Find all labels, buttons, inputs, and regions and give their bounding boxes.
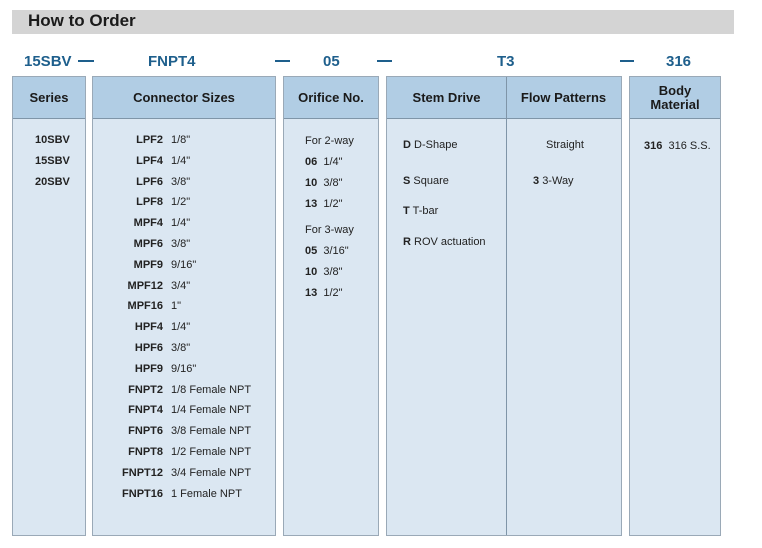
order-code-dash	[275, 60, 290, 62]
orifice-item: 13 1/2"	[305, 287, 343, 299]
order-code-orifice: 05	[323, 53, 340, 70]
stem-flow-column	[386, 76, 622, 536]
flow-pattern-straight: Straight	[546, 139, 584, 151]
connector-code: MPF4	[133, 217, 163, 230]
connector-desc: 1 Female NPT	[171, 487, 242, 500]
connector-size-item	[105, 279, 190, 293]
connector-desc: 1"	[171, 300, 182, 313]
connector-code: MPF9	[133, 258, 163, 271]
stem-drive-item: T T-bar	[403, 205, 439, 217]
connector-code: FNPT6	[128, 425, 163, 438]
connector-desc: 3/4"	[171, 279, 191, 292]
connector-desc: 3/8"	[171, 342, 191, 354]
connector-size-item	[105, 341, 190, 355]
connector-desc: 1/4 Female NPT	[171, 404, 252, 417]
connector-desc: 1/4"	[171, 154, 191, 167]
connector-code: HPF6	[134, 342, 163, 354]
connector-sizes-header: Connector Sizes	[93, 77, 275, 119]
connector-code: FNPT2	[128, 383, 163, 396]
connector-code: LPF6	[136, 175, 163, 188]
order-code-series: 15SBV	[24, 53, 72, 70]
connector-code: LPF8	[136, 196, 163, 209]
connector-code: FNPT16	[122, 487, 163, 500]
body-material-item: 316 316 S.S.	[644, 140, 711, 152]
connector-desc: 1/4"	[171, 321, 191, 334]
stem-drive-item: D D-Shape	[403, 139, 458, 151]
connector-size-item	[105, 383, 251, 397]
connector-size-item	[105, 195, 190, 209]
stem-drive-header: Stem Drive	[387, 77, 506, 119]
connector-desc: 1/2"	[171, 196, 191, 209]
connector-code: LPF2	[136, 134, 163, 146]
orifice-group-2way: For 2-way	[305, 135, 354, 147]
connector-desc: 3/4 Female NPT	[171, 466, 252, 479]
series-item: 20SBV	[35, 176, 70, 188]
connector-code: HPF4	[134, 321, 163, 334]
stem-drive-item: S Square	[403, 175, 449, 187]
connector-desc: 1/8"	[171, 134, 191, 146]
orifice-item: 10 3/8"	[305, 177, 343, 189]
series-item: 15SBV	[35, 155, 70, 167]
orifice-item: 06 1/4"	[305, 156, 343, 168]
order-code-connector: FNPT4	[148, 53, 196, 70]
flow-patterns-header: Flow Patterns	[506, 77, 621, 119]
connector-size-item	[105, 320, 190, 334]
connector-code: MPF16	[127, 300, 163, 313]
connector-desc: 9/16"	[171, 362, 197, 375]
orifice-item: 13 1/2"	[305, 198, 343, 210]
connector-desc: 1/4"	[171, 217, 191, 230]
connector-size-item	[105, 466, 251, 480]
connector-desc: 9/16"	[171, 258, 197, 271]
connector-size-item	[105, 362, 196, 376]
connector-size-item	[105, 133, 190, 147]
connector-size-item	[105, 175, 190, 189]
connector-size-item	[105, 154, 190, 168]
body-material-header: Body Material	[630, 77, 720, 119]
connector-desc: 3/8"	[171, 175, 191, 188]
order-code-dash	[377, 60, 392, 62]
connector-code: MPF12	[127, 279, 163, 292]
orifice-header: Orifice No.	[284, 77, 378, 119]
connector-size-item	[105, 403, 251, 417]
connector-size-item	[105, 299, 181, 313]
orifice-group-3way: For 3-way	[305, 224, 354, 236]
connector-size-item	[105, 487, 242, 501]
connector-code: LPF4	[136, 154, 163, 167]
section-banner	[12, 10, 734, 34]
series-column	[12, 76, 86, 536]
column-divider	[506, 77, 507, 535]
stem-drive-item: R ROV actuation	[403, 236, 486, 248]
connector-code: FNPT8	[128, 446, 163, 458]
connector-sizes-column	[92, 76, 276, 536]
orifice-column	[283, 76, 379, 536]
connector-size-item	[105, 237, 190, 251]
series-header: Series	[13, 77, 85, 119]
connector-size-item	[105, 424, 251, 438]
orifice-item: 10 3/8"	[305, 266, 343, 278]
connector-code: HPF9	[134, 362, 163, 375]
connector-desc: 1/2 Female NPT	[171, 446, 252, 458]
order-code-body: 316	[666, 53, 692, 70]
connector-code: MPF6	[133, 238, 163, 250]
body-material-column	[629, 76, 721, 536]
connector-size-item	[105, 258, 196, 272]
connector-size-item	[105, 216, 190, 230]
orifice-item: 05 3/16"	[305, 245, 349, 257]
flow-pattern-item: 3 3-Way	[533, 175, 574, 187]
section-title: How to Order	[28, 11, 136, 30]
series-item: 10SBV	[35, 134, 70, 146]
connector-size-item	[105, 445, 251, 459]
connector-desc: 1/8 Female NPT	[171, 383, 252, 396]
order-code-dash	[620, 60, 634, 62]
connector-desc: 3/8 Female NPT	[171, 425, 252, 438]
connector-code: FNPT12	[122, 466, 163, 479]
connector-desc: 3/8"	[171, 238, 191, 250]
connector-code: FNPT4	[128, 404, 163, 417]
order-code-stem-flow: T3	[497, 53, 515, 70]
order-code-dash	[78, 60, 94, 62]
